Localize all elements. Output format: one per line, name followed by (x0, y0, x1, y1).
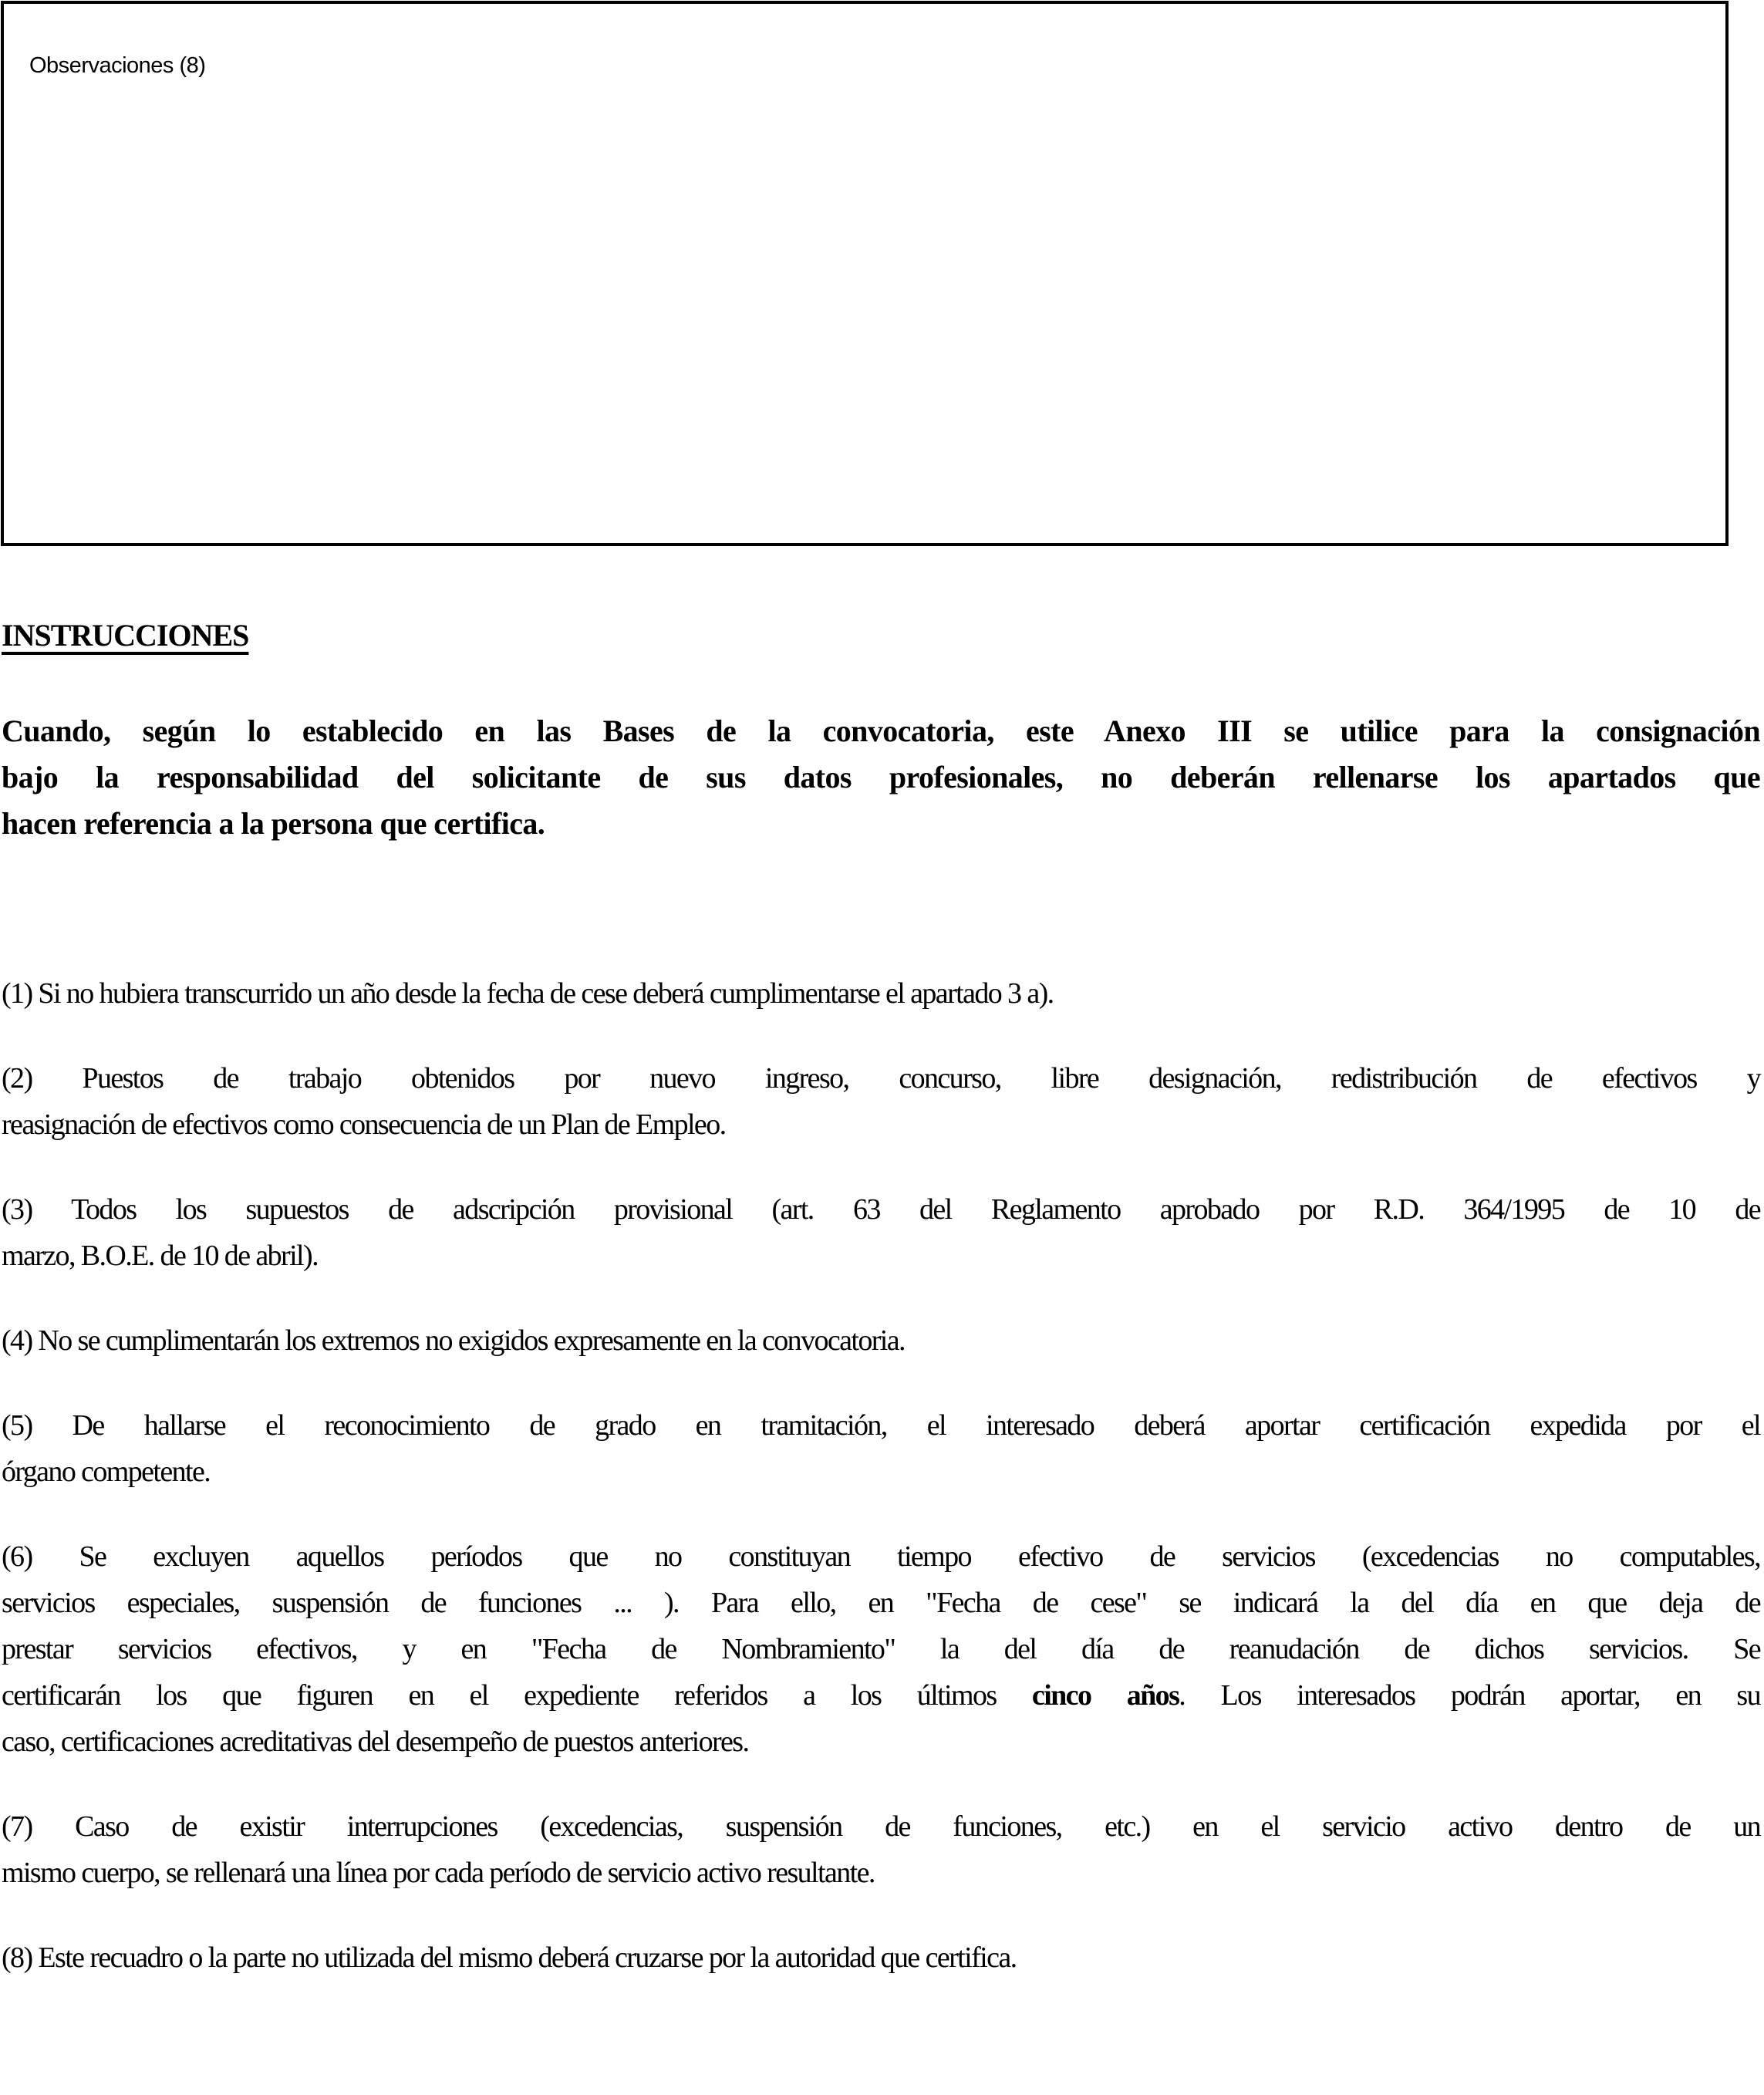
emphasis-cinco-anos: cinco años (1031, 1679, 1179, 1712)
note-line: (2) Puestos de trabajo obtenidos por nuevo ingreso, concurso, libre designación, redistribución de efectivos y (2, 1062, 1760, 1095)
note-line: (7) Caso de existir interrupciones (excedencias, suspensión de funciones, etc.) en el servicio activo dentro de un (2, 1810, 1760, 1843)
note-line: (4) No se cumplimentarán los extremos no exigidos expresamente en la convocatoria. (2, 1324, 905, 1357)
intro-line: hacen referencia a la persona que certifica. (2, 806, 545, 841)
note-text: certificarán los que figuren en el expediente referidos a los últimos (2, 1679, 1032, 1712)
note-line: órgano competente. (2, 1456, 211, 1488)
note-6 (2, 1533, 1760, 1765)
note-line: (8) Este recuadro o la parte no utilizada del mismo deberá cruzarse por la autoridad que certifica. (2, 1942, 1017, 1974)
note-8 (2, 1935, 1760, 1981)
note-line: (6) Se excluyen aquellos períodos que no constituyan tiempo efectivo de servicios (excedencias no computables, (2, 1540, 1760, 1573)
note-7 (2, 1803, 1760, 1896)
intro-line: bajo la responsabilidad del solicitante de sus datos profesionales, no deberán rellenarse los apartados que (2, 760, 1760, 794)
observaciones-label: Observaciones (8) (29, 53, 206, 78)
note-3 (2, 1186, 1760, 1279)
note-line: (3) Todos los supuestos de adscripción provisional (art. 63 del Reglamento aprobado por R.D. 364/1995 de 10 de (2, 1193, 1760, 1226)
observaciones-box (1, 1, 1729, 546)
note-line: caso, certificaciones acreditativas del desempeño de puestos anteriores. (2, 1726, 749, 1758)
note-1 (2, 970, 1760, 1017)
note-line: mismo cuerpo, se rellenará una línea por cada período de servicio activo resultante. (2, 1857, 875, 1889)
notes-list (2, 970, 1760, 2019)
note-line: marzo, B.O.E. de 10 de abril). (2, 1240, 318, 1272)
intro-line: Cuando, según lo establecido en las Bases de la convocatoria, este Anexo III se utilice para la consignación (2, 714, 1760, 748)
instrucciones-intro (2, 708, 1760, 847)
note-2 (2, 1055, 1760, 1148)
note-line: servicios especiales, suspensión de funciones ... ). Para ello, en "Fecha de cese" se indicará la del día en que deja de (2, 1587, 1760, 1619)
note-line: (1) Si no hubiera transcurrido un año desde la fecha de cese deberá cumplimentarse el apartado 3 a). (2, 977, 1054, 1010)
note-line: (5) De hallarse el reconocimiento de grado en tramitación, el interesado deberá aportar certificación expedida por el (2, 1409, 1760, 1442)
note-5 (2, 1402, 1760, 1495)
note-line: reasignación de efectivos como consecuencia de un Plan de Empleo. (2, 1108, 726, 1141)
note-line: prestar servicios efectivos, y en "Fecha de Nombramiento" la del día de reanudación de dichos servicios. Se (2, 1633, 1760, 1665)
note-text: . Los interesados podrán aportar, en su (1179, 1679, 1760, 1712)
instrucciones-heading: INSTRUCCIONES (2, 618, 249, 653)
note-4 (2, 1317, 1760, 1364)
note-line (2, 1672, 1760, 1719)
